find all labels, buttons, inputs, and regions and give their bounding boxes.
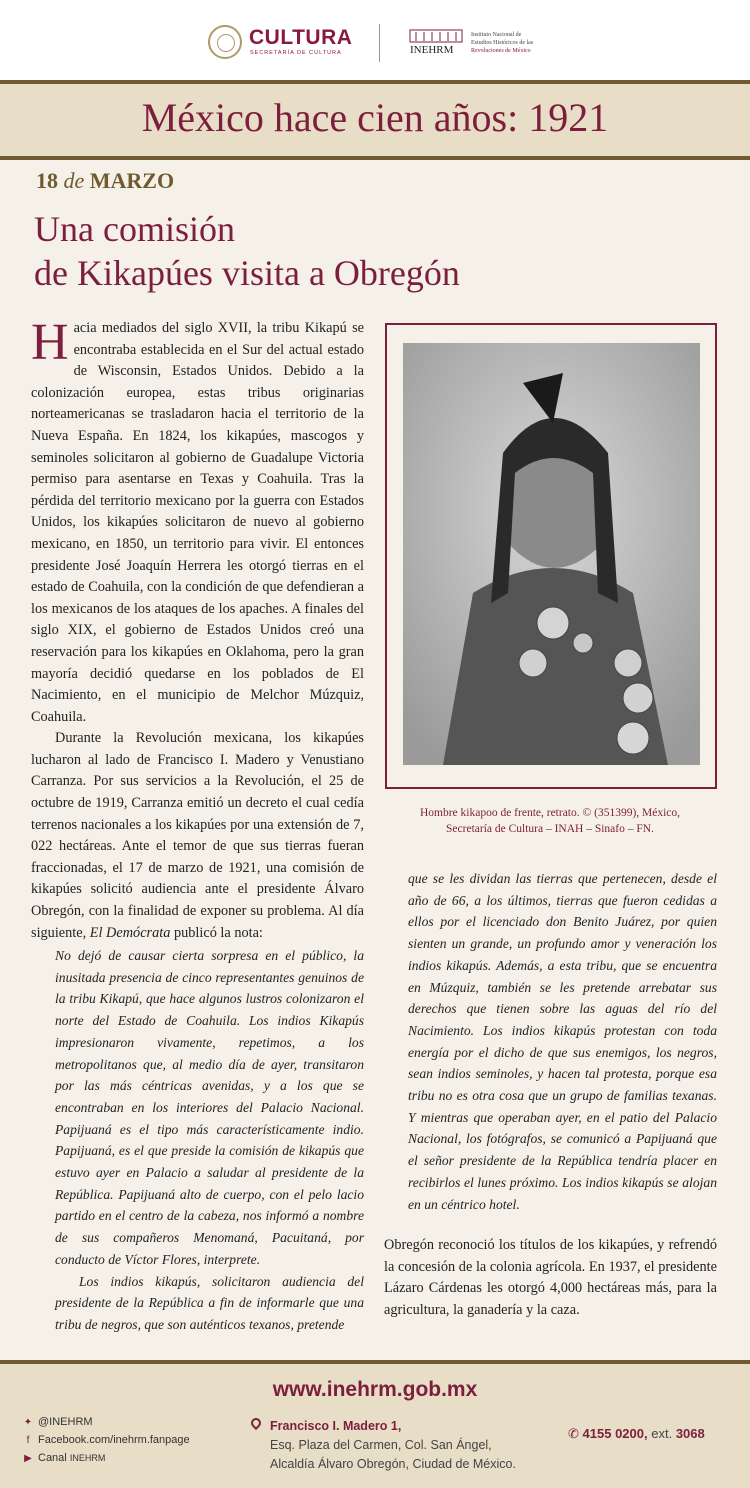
paragraph-1-text: acia mediados del siglo XVII, la tribu Kikapú se encontraba establecida en el Sur del actual estado de Wisconsin, Estados Unidos. Debido a la colonización europea, estas tribus originarias norteamericanas se trasladaron hacia el territorio de la Nueva España. En 1824, los kikapúes, mascogos y seminoles solicitaron al gobierno de Guadalupe Victoria permiso para asentarse en Texas y Coahuila. Tras la pérdida del territorio mexicano por la guerra con Estados Unidos, los kikapúes solicitaron de nuevo al gobierno mexicano, en 1850, un territorio para vivir. El entonces presidente José Joaquín Herrera les otorgó tierras en el estado de Coahuila, con la condición de que defendieran a los mexicanos de los ataques de los apaches. A finales del siglo XIX, el gobierno de Estados Unidos creó una reservación para los kikapúes en Oklahoma, pero la gran mayoría decidió quedarse en los poblados de El Nacimiento, en el municipio de Melchor Múzquiz, Coahuila. xyxy=(31,320,364,725)
headline-line-1: Una comisión xyxy=(34,209,235,249)
header-bar xyxy=(0,0,750,80)
youtube-link[interactable] xyxy=(22,1452,105,1464)
kikapoo-man-portrait-photo[interactable] xyxy=(403,343,700,765)
quote-paragraph-2: Los indios kikapús, solicitaron audiencia del presidente de la República a fin de informarle que una tribu de negros, que son auténticos texanos, pretende xyxy=(55,1273,364,1332)
address-line-2: Esq. Plaza del Carmen, Col. San Ángel, xyxy=(270,1438,492,1452)
youtube-prefix: Canal xyxy=(38,1452,67,1464)
facebook-link[interactable] xyxy=(22,1434,190,1446)
photo-caption xyxy=(395,806,705,837)
paragraph-1 xyxy=(31,314,364,728)
caption-line-1: Hombre kikapoo de frente, retrato. © (351399), México, xyxy=(419,807,681,819)
inehrm-name-line-1: Instituto Nacional de xyxy=(471,32,522,38)
closing-paragraph: Obregón reconoció los títulos de los kikapúes, y refrendó la concesión de la colonia agrícola. En 1937, el presidente Lázaro Cárdenas les otorgó 4,000 hectáreas más, para la agricultura, la ganadería y la caza. xyxy=(384,1237,717,1318)
address-line-1: Francisco I. Madero 1, xyxy=(270,1419,402,1433)
youtube-channel: INEHRM xyxy=(69,1453,106,1463)
website-link[interactable]: www.inehrm.gob.mx xyxy=(272,1378,478,1401)
twitter-icon: ✦ xyxy=(23,1417,33,1428)
article-date xyxy=(36,168,174,194)
caption-line-2: Secretaría de Cultura – INAH – Sinafo – FN. xyxy=(446,822,654,835)
quote-paragraph-1: No dejó de causar cierta sorpresa en el público, la inusitada presencia de cinco representantes genuinos de la tribu Kikapú, que hace algunos lustros colonizaron el norte del Estado de Coahuila. Los indios Kikapús impresionaron vivamente, repetimos, a los metropolitanos que, al medio día de ayer, transitaron por las más céntricas avenidas, y a los que se encontraban en los interiores del Palacio Nacional. Papijuaná es el tipo más característicamente indio. Papijuaná, es el que preside la comisión de kikapús que estuvo ayer en Palacio a saludar al presidente de la República. Papijuaná alto de cuerpo, con el pelo lacio partido en el centro de la cabeza, nos informó a nombre de sus compañeros Menomaná, Pacuitaná, por conducto de Víctor Flores, interprete. xyxy=(55,948,364,1267)
date-day: 18 xyxy=(36,168,58,193)
paragraph-2-text-a: Durante la Revolución mexicana, los kikapúes lucharon al lado de Francisco I. Madero y Venustiano Carranza. Por sus servicios a la Revolución, el 25 de octubre de 1919, Carranza emitió un decreto el cual cedía terrenos nacionales a los kikapúes por una extensión de 7, 022 hectáreas. Ante el temor de que sus tierras fueran fraccionadas, el 17 de marzo de 1921, una comisión de kikapúes solicitó audiencia ante el presidente Álvaro Obregón, con la finalidad de exponer su problema. Al día siguiente, xyxy=(31,730,364,941)
inehrm-logo-text: INEHRM xyxy=(410,44,454,56)
article-left-column xyxy=(31,314,364,944)
newspaper-name: El Demócrata xyxy=(89,924,171,941)
article-headline xyxy=(34,207,460,295)
phone-icon: ✆ xyxy=(568,1426,579,1441)
twitter-handle: @INEHRM xyxy=(38,1416,93,1428)
youtube-icon: ▶ xyxy=(24,1453,32,1464)
facebook-url: Facebook.com/inehrm.fanpage xyxy=(38,1434,190,1446)
cultura-logo-text[interactable]: CULTURA xyxy=(249,26,353,49)
headline-line-2: de Kikapúes visita a Obregón xyxy=(34,253,460,293)
ext-label: ext. xyxy=(651,1426,673,1441)
phone-contact[interactable] xyxy=(568,1426,705,1442)
cultura-subtitle: SECRETARÍA DE CULTURA xyxy=(250,50,342,56)
phone-ext: 3068 xyxy=(675,1426,705,1441)
address xyxy=(270,1417,516,1474)
inehrm-name-line-2: Estudios Históricos de las xyxy=(471,40,534,46)
paragraph-2 xyxy=(31,728,364,944)
series-title: México hace cien años: 1921 xyxy=(141,95,609,140)
phone-number: 4155 0200, xyxy=(582,1426,648,1441)
paragraph-2-text-b: publicó la nota: xyxy=(173,924,263,941)
logo-divider xyxy=(379,24,380,62)
quote-block-left xyxy=(55,945,364,1336)
drop-cap: H xyxy=(31,314,69,371)
date-month: MARZO xyxy=(89,168,175,193)
quote-block-right: que se les dividan las tierras que pertenecen, desde el año de 66, a los últimos, tierras que fueron cedidas a ellos por el licenciado don Benito Juárez, por quien sienten un grande, un profundo amor y veneración los indios kikapús. Además, a esta tribu, que se encuentra en Múzquiz, también se les pretende arrebatar sus derechos que tienen sobre las aguas del río del Nacimiento. Los indios kikapús protestan con toda energía por el dicho de que sus enemigos, los negros, sean indios seminoles, y hacen tal protesta, porque esa tribu no es otra cosa que un grupo de familias texanas. Y mientras que operaban ayer, en el patio del Palacio Nacional, los fotógrafos, se comunicó a Papijuaná que el señor presidente de la República tendría placer en recibirlos el lunes próximo. Los indios kikapús se alojan en un céntrico hotel. xyxy=(408,871,717,1212)
mexico-seal-icon xyxy=(208,25,242,59)
date-de: de xyxy=(63,168,85,193)
facebook-icon: f xyxy=(26,1435,30,1446)
address-line-3: Alcaldía Álvaro Obregón, Ciudad de México. xyxy=(270,1457,516,1471)
twitter-link[interactable] xyxy=(22,1416,93,1428)
inehrm-name-line-3: Revoluciones de México xyxy=(471,48,531,54)
